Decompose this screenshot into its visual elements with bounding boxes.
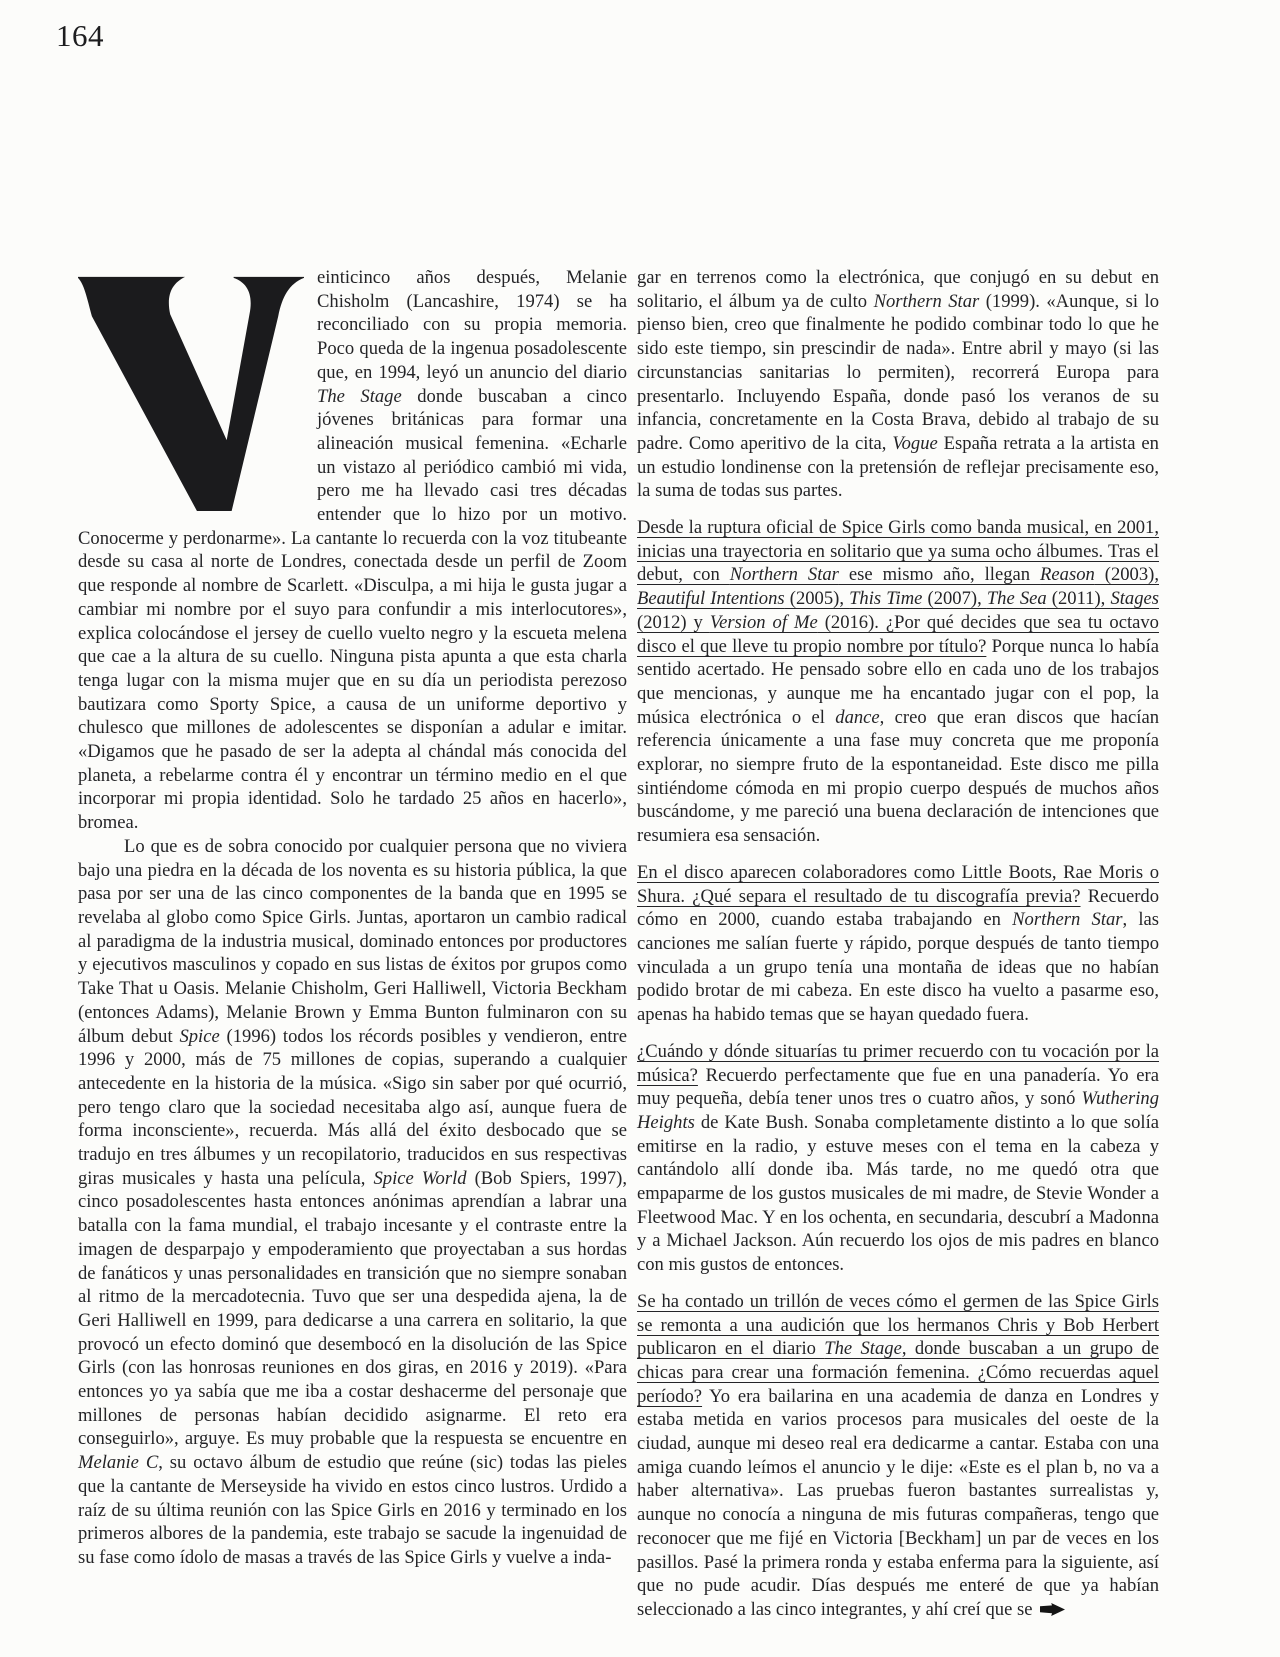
article-body — [78, 266, 1159, 1635]
body-text: Spice — [179, 1025, 220, 1047]
body-text: (1996) todos los récords posibles y vendieron, entre 1996 y 2000, más de 75 millones de copias, superando a cualquier antecedente en la historia de la música. «Sigo sin saber por qué ocurrió, pero tengo claro que la sociedad necesitaba algo así, aunque fuera de forma inconsciente», recuerda. Más allá del éxito desbocado que se tradujo en tres álbumes y un recopilatorio, traducidos en sus respectivas giras musicales y hasta una película, — [78, 1025, 627, 1189]
body-text: , creo que eran discos que hacían referencia únicamente a una fase muy concreta que me proponía explorar, no siempre fruto de la espontaneidad. Este disco me pilla sintiéndome cómoda en mi propio cuerpo después de muchos años buscándome, y me pareció una buena declaración de intenciones que resumiera esa sensación. — [637, 706, 1159, 847]
body-paragraph — [637, 266, 1159, 503]
body-text: Northern Star — [1012, 909, 1123, 931]
body-text: Lo que es de sobra conocido por cualquier persona que no viviera bajo una piedra en la década de los noventa es su historia pública, la que pasa por ser una de las cinco componentes de la banda que en 1995 se revelaba al globo como Spice Girls. Juntas, aportaron un cambio radical al paradigma de la industria musical, dominado entonces por productores y ejecutivos masculinos y copado en sus listas de éxitos por grupos como Take That u Oasis. Melanie Chisholm, Geri Halliwell, Victoria Beckham (entonces Adams), Melanie Brown y Emma Bunton fulminaron con su álbum debut — [78, 835, 627, 1047]
question-text: Version of Me — [709, 611, 818, 633]
body-text: donde buscaban a cinco jóvenes británicas para formar una alineación musical femenina. «Echarle un vistazo al periódico cambió mi vida, pero me ha llevado casi tres décadas entender que lo hizo por un motivo. Conocerme y perdonarme». La cantante lo recuerda con la voz titubeante desde su casa al norte de Londres, conectada desde un perfil de Zoom que responde al nombre de Scarlett. «Disculpa, a mi hija le gusta jugar a cambiar mi nombre por el suyo para confundir a mis interlocutores», explica colocándose el jersey de cuello vuelto negro y la escueta melena que cae a la altura de su cuello. Ninguna pista apunta a que esta charla tenga lugar con la misma mujer que en su día un periodista perezoso bautizara como Sporty Spice, a causa de un uniforme deportivo y chulesco que millones de adolescentes se disponían a adular e imitar. «Digamos que he pasado de ser la adepta al chándal más conocida del planeta, a rebelarme contra él y encontrar un término medio en el que incorporar mi propia identidad. Solo he tardado 25 años en hacerlo», bromea. — [78, 385, 627, 834]
question-text: ese mismo año, llegan — [838, 564, 1041, 586]
body-text: Recuerdo cómo en 2000, cuando estaba trabajando en — [637, 885, 1159, 931]
question-text: This Time — [849, 588, 923, 610]
body-text: Vogue — [892, 432, 938, 454]
body-text: España retrata a la artista en un estudio londinense con la pretensión de reflejar precisamente eso, la suma de todas sus partes. — [637, 432, 1159, 502]
body-text: gar en terrenos como la electrónica, que conjugó en su debut en solitario, el álbum ya de culto — [637, 267, 1159, 312]
question-text: (2011), — [1046, 588, 1111, 610]
question-text: The Stage — [824, 1338, 902, 1360]
question-text: Beautiful Intentions — [637, 588, 785, 610]
question-text: Desde la ruptura oficial de Spice Girls como banda musical, en 2001, inicias una trayectoria en solitario que ya suma ocho álbumes. Tras el debut, con — [637, 517, 1159, 586]
body-text: Spice World — [373, 1167, 467, 1189]
drop-cap-v-glyph — [78, 271, 304, 511]
question-text: Stages — [1110, 588, 1159, 610]
body-text: Northern Star — [873, 290, 980, 312]
body-text: (Bob Spiers, 1997), cinco posadolescentes hasta entonces anónimas aprendían a labrar una batalla con la fama mundial, el trabajo incesante y el contraste entre la imagen de desparpajo y empoderamiento que proyectaban a sus hordas de fanáticos y unas personalidades en transición que no siempre sonaban al ritmo de la mercadotecnia. Tuvo que ser una despedida ajena, la de Geri Halliwell en 1999, para dedicarse a una carrera en solitario, la que provocó un efecto dominó que desembocó en la disolución de las Spice Girls (con las honrosas reuniones en dos giras, en 2016 y 2019). «Para entonces yo ya sabía que me iba a costar deshacerme del personaje que millones de personas habían decidido asignarme. El reto era conseguirlo», arguye. Es muy probable que la respuesta se encuentre en — [78, 1167, 627, 1450]
question-text: Reason — [1040, 564, 1095, 586]
column-right — [637, 266, 1159, 1635]
page-number: 164 — [56, 18, 104, 53]
body-text: Porque nunca lo había sentido acertado. He pensado sobre ello en cada uno de los trabajos que mencionas, y aunque me ha encantado jugar con el pop, la música electrónica o el — [637, 635, 1159, 728]
question-text: (2007), — [922, 588, 987, 610]
drop-cap-letter-v — [78, 271, 304, 511]
question-text: (2005), — [784, 588, 850, 610]
body-text: einticinco años después, Melanie Chisholm (Lancashire, 1974) se ha reconciliado con su propia memoria. Poco queda de la ingenua posadolescente que, en 1994, leyó un anuncio del diario — [317, 267, 627, 383]
question-text: , donde buscaban a un grupo de chicas para crear una formación femenina. ¿Cómo recuerdas aquel período? — [637, 1338, 1159, 1407]
question-text: Northern Star — [729, 564, 839, 586]
body-text: Yo era bailarina en una academia de danza en Londres y estaba metida en varios procesos para musicales del oeste de la ciudad, aunque mi deseo real era dedicarme a cantar. Estaba con una amiga cuando leímos el anuncio y le dije: «Este es el plan b, no va a haber alternativa». Las pruebas fueron bastantes surrealistas y, aunque no conocía a ninguna de mis futuras compañeras, tengo que reconocer que me fijé en Victoria [Beckham] un par de veces en los pasillos. Pasé la primera ronda y estaba enferma para la siguiente, así que no pude acudir. Días después me enteré de que ya habían seleccionado a las cinco integrantes, y ahí creí que se — [637, 1385, 1159, 1620]
body-text: dance — [835, 706, 880, 728]
question-answer-paragraph — [637, 1290, 1159, 1622]
question-text: (2003), — [1094, 564, 1159, 586]
body-text: , su octavo álbum de estudio que reúne (sic) todas las pieles que la cantante de Merseyside ha vivido en estos cinco lustros. Urdido a raíz de su última reunión con las Spice Girls en 2016 y terminado en los primeros albores de la pandemia, este trabajo se sacude la ingenuidad de su fase como ídolo de masas a través de las Spice Girls y vuelve a inda- — [78, 1452, 627, 1568]
question-answer-paragraph — [637, 516, 1159, 848]
body-text: Recuerdo perfectamente que fue en una panadería. Yo era muy pequeña, debía tener unos tres o cuatro años, y sonó — [637, 1064, 1159, 1110]
column-left — [78, 266, 627, 1635]
question-text: ¿Cuándo y dónde situarías tu primer recuerdo con tu vocación por la música? — [637, 1040, 1159, 1086]
continuation-arrow-icon — [1040, 1603, 1065, 1616]
question-text: (2012) y — [637, 611, 710, 633]
body-text: de Kate Bush. Sonaba completamente distinto a lo que solía emitirse en la radio, y estuve meses con el tema en la cabeza y cantándolo allí donde iba. Más tarde, no me quedó otra que empaparme de los gustos musicales de mi madre, de Stevie Wonder a Fleetwood Mac. Y en los ochenta, en secundaria, descubrí a Madonna y a Michael Jackson. Aún recuerdo los ojos de mis padres en blanco con mis gustos de entonces. — [637, 1111, 1159, 1276]
question-text: (2016). ¿Por qué decides que sea tu octavo disco el que lleve tu propio nombre por título? — [637, 611, 1159, 657]
question-text: Se ha contado un trillón de veces cómo el germen de las Spice Girls se remonta a una audición que los hermanos Chris y Bob Herbert publicaron en el diario — [637, 1290, 1159, 1360]
body-text: , las canciones me salían fuerte y rápido, porque después de tanto tiempo vinculada a un grupo tenía una montaña de ideas que no habían podido brotar de mi cabeza. En este disco ha vuelto a pasarme eso, apenas ha habido temas que se hayan quedado fuera. — [637, 909, 1160, 1026]
question-text: En el disco aparecen colaboradores como Little Boots, Rae Moris o Shura. ¿Qué separa el resultado de tu discografía previa? — [637, 861, 1159, 907]
body-text: (1999). «Aunque, si lo pienso bien, creo que finalmente he podido combinar todo lo que he sido este tiempo, sin prescindir de nada». Entre abril y mayo (si las circunstancias sanitarias lo permiten), recorrerá Europa para presentarlo. Incluyendo España, donde pasó los veranos de su infancia, concretamente en la Costa Brava, debido al trabajo de su padre. Como aperitivo de la cita, — [637, 290, 1160, 454]
question-answer-paragraph — [637, 861, 1159, 1027]
body-text: Melanie C — [78, 1452, 159, 1474]
question-answer-paragraph — [637, 1040, 1159, 1277]
question-text: The Sea — [986, 588, 1047, 610]
body-paragraph — [78, 835, 627, 1570]
body-text: Wuthering Heights — [637, 1088, 1159, 1133]
body-text: The Stage — [317, 385, 402, 407]
